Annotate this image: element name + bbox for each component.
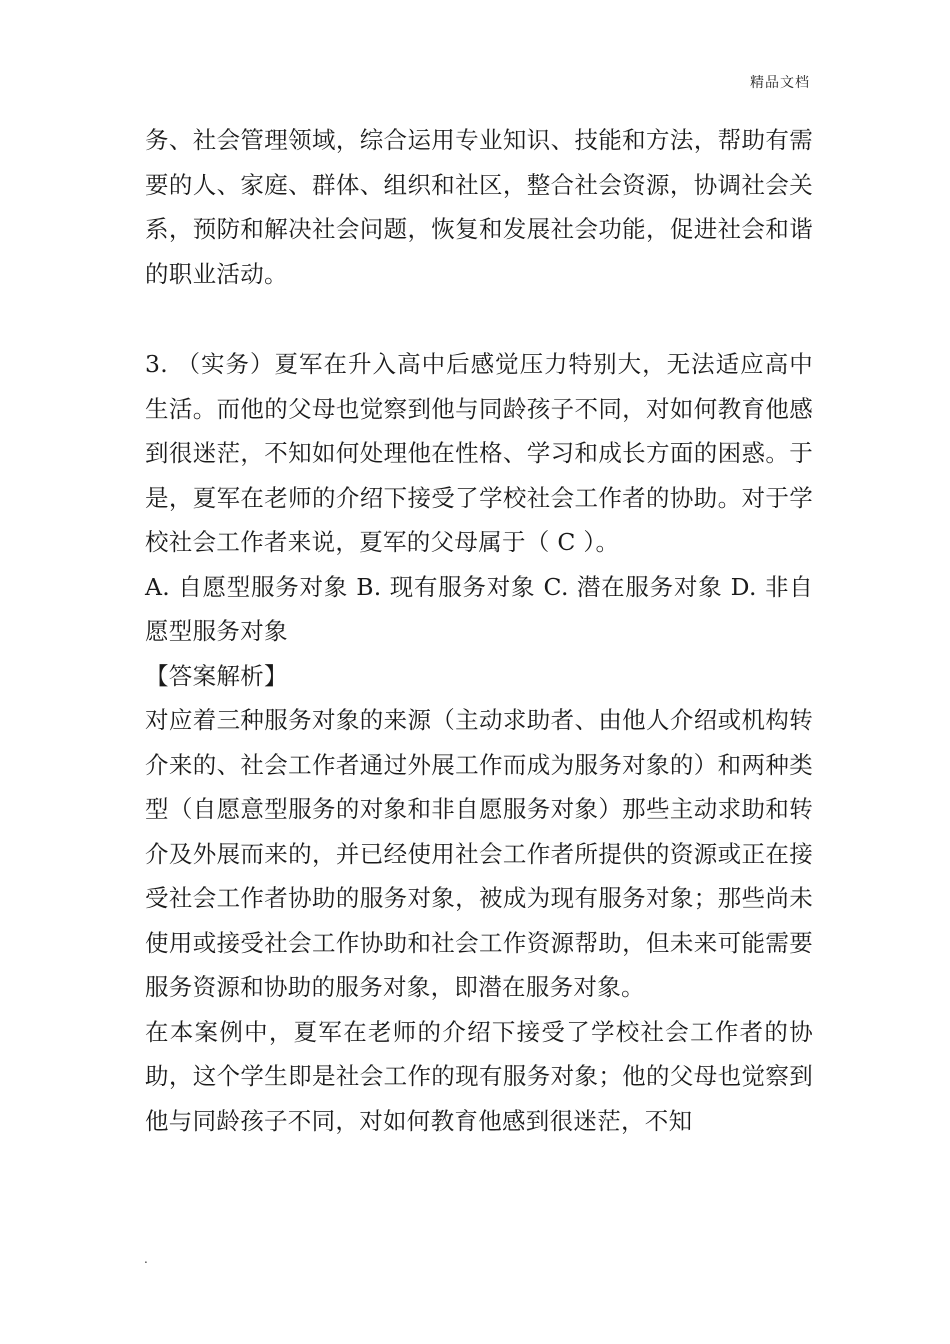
analysis-heading: 【答案解析】 — [145, 661, 288, 690]
intro-paragraph: 务、社会管理领域，综合运用专业知识、技能和方法，帮助有需要的人、家庭、群体、组织和社区，整合社会资源，协调社会关系，预防和解决社会问题，恢复和发展社会功能，促进社会和谐的职业活动。 — [145, 126, 813, 288]
page-footer-mark: . — [144, 1252, 148, 1266]
question-options: A. 自愿型服务对象 B. 现有服务对象 C. 潜在服务对象 D. 非自愿型服务对象 — [145, 572, 813, 645]
analysis-paragraph-2: 在本案例中，夏军在老师的介绍下接受了学校社会工作者的协助，这个学生即是社会工作的现有服务对象；他的父母也觉察到他与同龄孩子不同，对如何教育他感到很迷茫，不知 — [145, 1017, 813, 1135]
paragraph-spacer — [145, 296, 813, 342]
document-body — [145, 118, 813, 1143]
question-text: 3. （实务）夏军在升入高中后感觉压力特别大，无法适应高中生活。而他的父母也觉察到他与同龄孩子不同，对如何教育他感到很迷茫，不知如何处理他在性格、学习和成长方面的困惑。于是，夏军在老师的介绍下接受了学校社会工作者的协助。对于学校社会工作者来说，夏军的父母属于（ C ）。 — [145, 350, 813, 556]
analysis-paragraph-1: 对应着三种服务对象的来源（主动求助者、由他人介绍或机构转介来的、社会工作者通过外展工作而成为服务对象的）和两种类型（自愿意型服务的对象和非自愿服务对象）那些主动求助和转介及外展而来的，并已经使用社会工作者所提供的资源或正在接受社会工作者协助的服务对象，被成为现有服务对象；那些尚未使用或接受社会工作协助和社会工作资源帮助，但未来可能需要服务资源和协助的服务对象，即潜在服务对象。 — [145, 706, 813, 1001]
page-header-mark: 精品文档 — [750, 75, 810, 91]
